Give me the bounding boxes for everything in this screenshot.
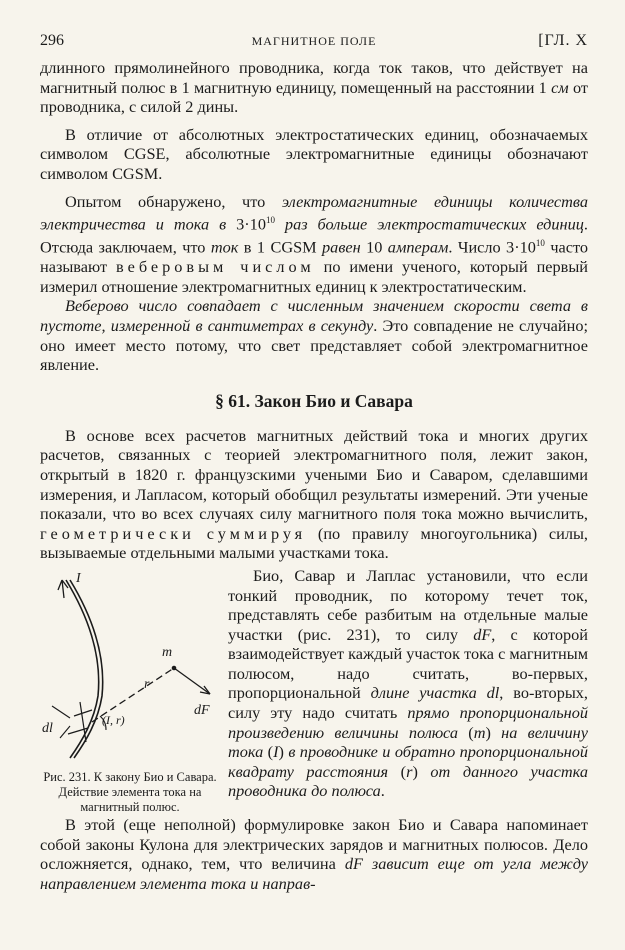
running-head: МАГНИТНОЕ ПОЛЕ bbox=[251, 34, 377, 48]
biot-savart-diagram-icon bbox=[40, 566, 220, 766]
paragraph-2: В отличие от абсолютных электростатических единиц, обозначаемых символом CGSE, абсолютные электромагнитные единицы обозначают символом CGSM. bbox=[40, 124, 588, 183]
paragraph-7: В этой (еще неполной) формулировке закон Био и Савара напоминает собой законы Кулона для электрических зарядов и магнитных полюсов. Дело осложняется, однако, тем, что величина dF зависит еще от угла между направлением элемента тока и направ- bbox=[40, 814, 589, 893]
paragraph-4: Веберово число совпадает с численным значением скорости света в пустоте, измеренной в сантиметрах в секунду. Это совпадение не случайно; оно имеет место потому, что свет представляет собой электромагнитное явление. bbox=[40, 296, 588, 375]
label-m: m bbox=[162, 644, 173, 660]
pole-point bbox=[172, 666, 177, 671]
label-angle: (I, r) bbox=[102, 712, 125, 727]
label-dF: dF bbox=[194, 702, 210, 718]
paragraph-6: Био, Савар и Лаплас установили, что если тонкий проводник, по которому течет ток, представлять себе разбитым на отдельные малые участки (рис. 231), то силу dF, с которой взаимодействует каждый участок тока с магнитным полюсом, надо считать, во-первых, пропорциональной длине участка dl, во-вторых, силу эту надо считать прямо пропорциональной произведению величины полюса (m) на величину тока (I) в проводнике и обратно пропорциональной квадрату расстояния (r) от данного участка проводника до полюса. bbox=[228, 565, 589, 801]
page-number: 296 bbox=[40, 32, 64, 49]
paragraph-3: Опытом обнаружено, что электромагнитные единицы количества электричества и тока в $3\cdot 10^{10}$ раз больше электростатических единиц. Отсюда заключаем, что ток в 1 CGSM равен 10 амперам. Число $3\cdot 10^{10}$ часто называют веберовым числом по имени ученого, который первый измерил отношение электромагнитных единиц к электростатическим. bbox=[40, 191, 589, 296]
page bbox=[40, 32, 588, 893]
label-r: r bbox=[144, 676, 150, 692]
label-dl: dl bbox=[42, 720, 53, 736]
figure-caption: Рис. 231. К закону Био и Савара. Действие элемента тока на магнитный полюс. bbox=[43, 769, 217, 814]
paragraph-5: В основе всех расчетов магнитных действий тока и многих других расчетов, связанных с теорией электромагнитного поля, лежит закон, открытый в 1820 г. французскими учеными Био и Саваром, сделавшими измерения, и Лапласом, который обобщил результаты измерений. Эти ученые показали, что во всех случаях силу магнитного поля тока можно вычислить, геометрически суммируя (по правилу многоугольника) силы, вызываемые отдельными малыми участками тока. bbox=[40, 425, 588, 563]
label-I: I bbox=[76, 570, 81, 586]
section-title: § 61. Закон Био и Савара bbox=[215, 390, 413, 411]
paragraph-1: длинного прямолинейного проводника, когда ток таков, что действует на магнитный полюс в 1 магнитную единицу, помещенный на расстоянии 1 см от проводника, с силой 2 дины. bbox=[40, 58, 588, 117]
chapter-label: [ГЛ. X bbox=[538, 32, 588, 49]
page-header bbox=[40, 32, 588, 58]
figure-231 bbox=[40, 566, 220, 815]
